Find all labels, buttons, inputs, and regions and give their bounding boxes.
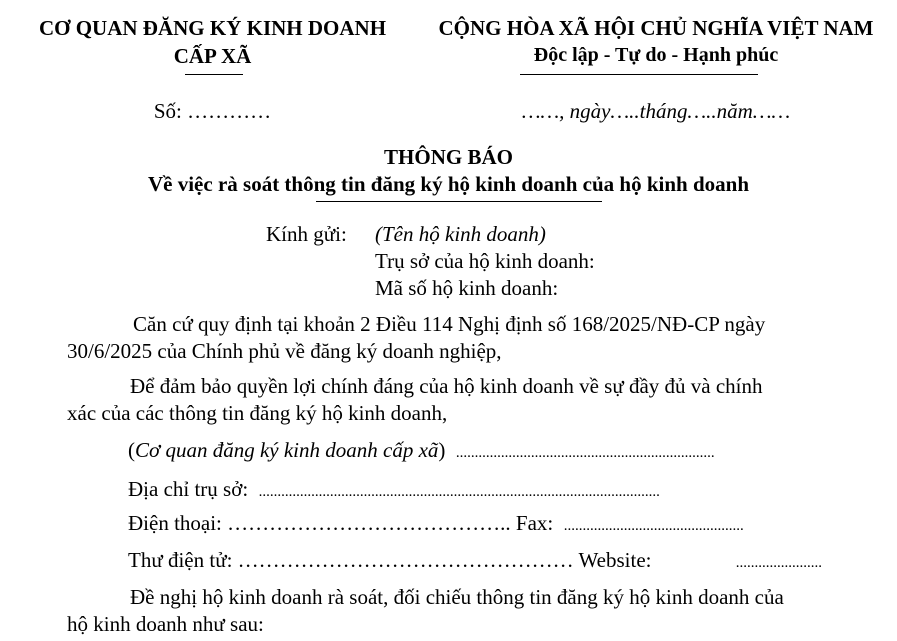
- address-field-value[interactable]: ...........................................................................................................: [258, 484, 660, 500]
- agency-name-line1: CƠ QUAN ĐĂNG KÝ KINH DOANH: [38, 16, 387, 40]
- recipient-code-label: Mã số hộ kinh doanh:: [375, 276, 559, 300]
- purpose-paragraph-line2: xác của các thông tin đăng ký hộ kinh doanh,: [67, 401, 448, 425]
- agency-field-open-paren: (: [128, 438, 135, 462]
- document-date: ……, ngày…..tháng…..năm……: [521, 99, 791, 123]
- legal-basis-paragraph-line2: 30/6/2025 của Chính phủ về đăng ký doanh nghiệp,: [67, 339, 502, 363]
- national-title: CỘNG HÒA XÃ HỘI CHỦ NGHĨA VIỆT NAM: [438, 16, 874, 40]
- agency-field-value[interactable]: .....................................................................: [455, 445, 715, 461]
- motto-divider: [520, 74, 758, 75]
- agency-field: [128, 438, 822, 463]
- subtitle-divider: [316, 201, 602, 202]
- website-field-label: Website:: [573, 548, 657, 572]
- national-motto: Độc lập - Tự do - Hạnh phúc: [533, 44, 779, 66]
- legal-basis-paragraph-line1: Căn cứ quy định tại khoản 2 Điều 114 Nghị định số 168/2025/NĐ-CP ngày: [133, 312, 766, 336]
- recipient-name-placeholder: (Tên hộ kinh doanh): [375, 222, 546, 246]
- request-paragraph-line1: Đề nghị hộ kinh doanh rà soát, đối chiếu thông tin đăng ký hộ kinh doanh của: [130, 585, 784, 609]
- phone-field-value[interactable]: …………………………………..: [227, 511, 511, 535]
- fax-field-value[interactable]: ................................................: [563, 518, 744, 534]
- purpose-paragraph-line1: Để đảm bảo quyền lợi chính đáng của hộ kinh doanh về sự đầy đủ và chính: [130, 374, 763, 398]
- agency-name-line2: CẤP XÃ: [173, 44, 252, 68]
- email-field-label: Thư điện tử:: [128, 548, 238, 572]
- request-paragraph-line2: hộ kinh doanh như sau:: [67, 612, 264, 636]
- agency-field-label: Cơ quan đăng ký kinh doanh cấp xã: [135, 438, 439, 462]
- phone-field-label: Điện thoại:: [128, 511, 228, 535]
- recipient-address-label: Trụ sở của hộ kinh doanh:: [375, 249, 595, 273]
- address-field: [128, 477, 822, 502]
- phone-fax-field: [128, 511, 822, 536]
- email-field-value[interactable]: …………………………………………: [237, 548, 574, 572]
- recipient-label: Kính gửi:: [266, 222, 347, 246]
- email-website-field: [128, 548, 822, 573]
- fax-field-label: Fax:: [510, 511, 559, 535]
- document-subtitle: Về việc rà soát thông tin đăng ký hộ kinh doanh của hộ kinh doanh: [147, 172, 750, 196]
- agency-field-close-paren: ): [438, 438, 451, 462]
- document-title: THÔNG BÁO: [384, 145, 513, 169]
- document-number: Số: …………: [153, 99, 272, 123]
- agency-divider: [185, 74, 243, 75]
- address-field-label: Địa chỉ trụ sở:: [128, 477, 254, 501]
- website-field-value[interactable]: .......................: [735, 555, 822, 571]
